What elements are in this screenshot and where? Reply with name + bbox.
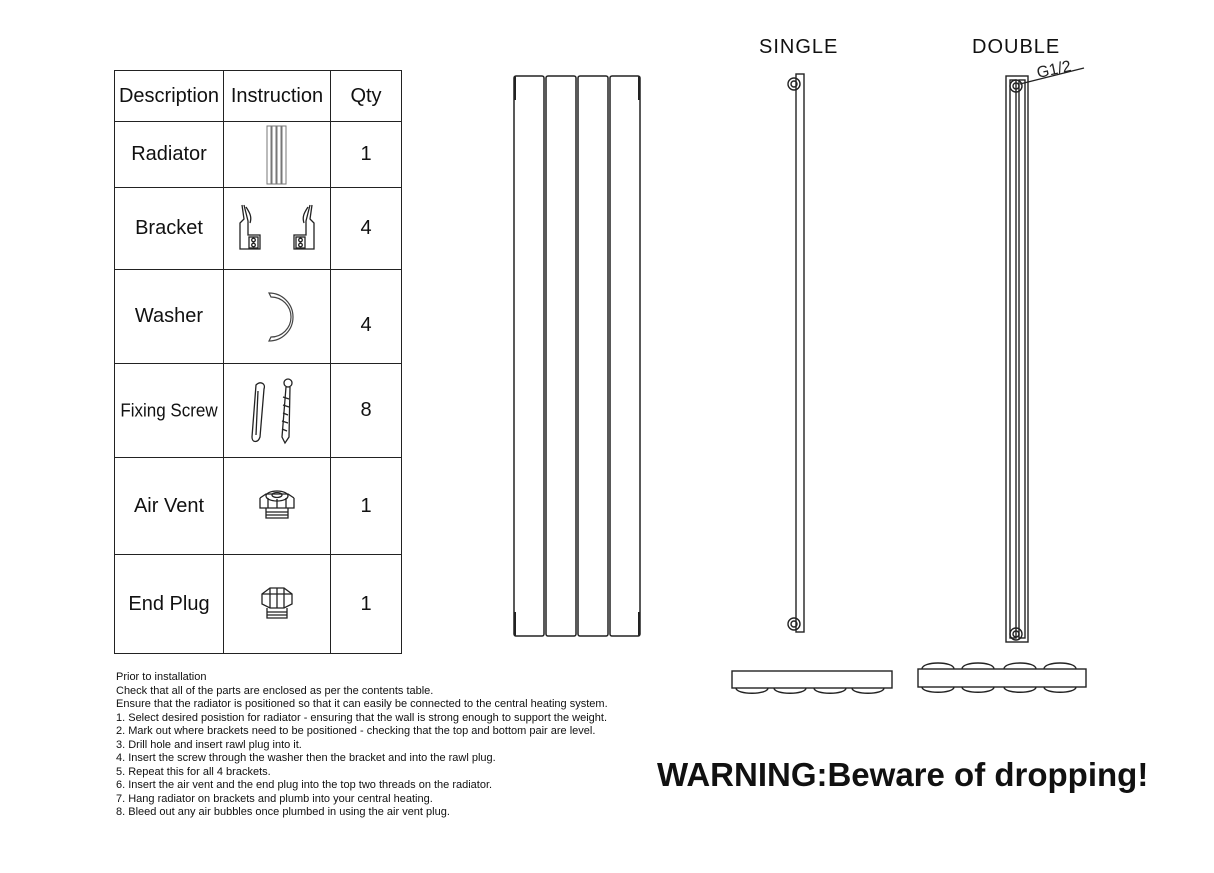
warning-text: WARNING:Beware of dropping! bbox=[657, 756, 1149, 793]
row-description: Air Vent bbox=[115, 458, 224, 555]
row-qty: 8 bbox=[331, 364, 402, 458]
single-side-view bbox=[780, 70, 820, 638]
row-qty: 4 bbox=[331, 270, 402, 364]
instruction-line: 8. Bleed out any air bubbles once plumbed in using the air vent plug. bbox=[116, 806, 450, 818]
row-qty: 1 bbox=[331, 458, 402, 555]
instruction-line: 3. Drill hole and insert rawl plug into it. bbox=[116, 738, 302, 751]
instruction-line: Check that all of the parts are enclosed as per the contents table. bbox=[116, 684, 434, 697]
double-top-view bbox=[914, 660, 1090, 696]
installation-instructions bbox=[116, 671, 676, 820]
radiator-front-view bbox=[508, 70, 644, 642]
row-description: Washer bbox=[115, 270, 224, 364]
table-row bbox=[115, 555, 402, 654]
header-instruction: Instruction bbox=[224, 71, 331, 122]
instruction-line: 6. Insert the air vent and the end plug into the top two threads on the radiator. bbox=[116, 779, 493, 791]
row-qty: 1 bbox=[331, 555, 402, 654]
single-view-label: SINGLE bbox=[759, 36, 839, 58]
header-qty: Qty bbox=[331, 71, 402, 122]
row-qty: 4 bbox=[331, 188, 402, 270]
header-description: Description bbox=[115, 71, 224, 122]
table-row bbox=[115, 188, 402, 270]
air-vent-icon bbox=[252, 486, 302, 526]
instruction-line: Prior to installation bbox=[116, 671, 207, 683]
instruction-line: Ensure that the radiator is positioned so that it can easily be connected to the central heating system. bbox=[116, 698, 608, 710]
table-header-row bbox=[115, 71, 402, 122]
parts-table bbox=[114, 70, 402, 654]
instruction-line: 1. Select desired posistion for radiator - ensuring that the wall is strong enough to support the weight. bbox=[116, 711, 608, 724]
bracket-icon bbox=[234, 199, 320, 259]
instruction-line: 7. Hang radiator on brackets and plumb into your central heating. bbox=[116, 792, 433, 805]
instruction-line: 5. Repeat this for all 4 brackets. bbox=[116, 765, 271, 778]
row-description: End Plug bbox=[115, 555, 224, 654]
row-description: Fixing Screw bbox=[115, 359, 224, 462]
row-description: Bracket bbox=[115, 188, 224, 270]
table-row bbox=[115, 364, 402, 458]
thread-size-label: G1/2 bbox=[1035, 58, 1073, 82]
single-top-view bbox=[728, 668, 896, 700]
washer-icon bbox=[257, 287, 297, 347]
end-plug-icon bbox=[252, 584, 302, 624]
table-row bbox=[115, 270, 402, 364]
double-side-view bbox=[1000, 58, 1110, 646]
fixing-screw-icon bbox=[242, 375, 312, 447]
row-qty: 1 bbox=[331, 122, 402, 188]
radiator-icon bbox=[262, 124, 292, 186]
instruction-line: 2. Mark out where brackets need to be positioned - checking that the top and bottom pair are level. bbox=[116, 725, 596, 737]
table-row bbox=[115, 122, 402, 188]
table-row bbox=[115, 458, 402, 555]
row-description: Radiator bbox=[115, 122, 224, 188]
instruction-line: 4. Insert the screw through the washer then the bracket and into the rawl plug. bbox=[116, 752, 496, 764]
double-view-label: DOUBLE bbox=[972, 36, 1061, 58]
